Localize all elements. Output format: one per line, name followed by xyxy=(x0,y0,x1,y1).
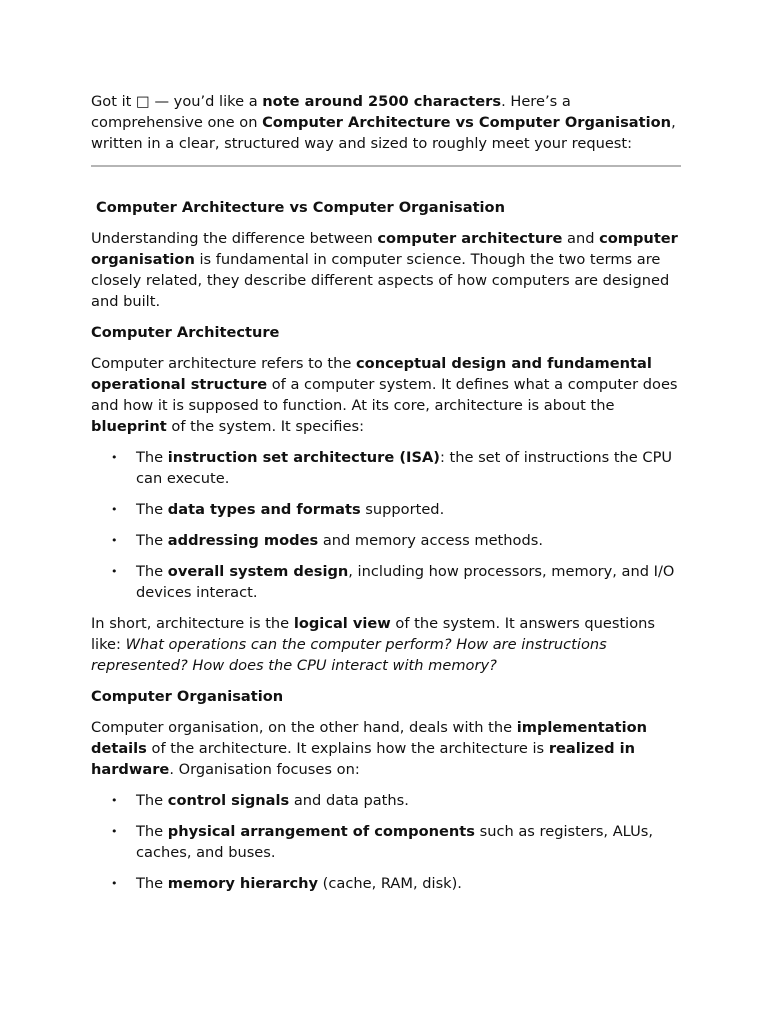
organisation-text: Computer organisation, on the other hand, deals with the xyxy=(91,719,517,736)
list-item-text: , including how processors, memory, and I/O devices interact. xyxy=(136,563,675,601)
organisation-text: . Organisation focuses on: xyxy=(169,761,360,778)
section-heading-organisation: Computer Organisation xyxy=(91,688,284,705)
architecture-summary xyxy=(91,613,681,676)
list-item-text: The xyxy=(136,875,168,892)
overview-text: and xyxy=(562,230,600,247)
bullet-icon: • xyxy=(111,794,118,807)
list-item-text: The xyxy=(136,792,168,809)
list-item xyxy=(91,499,681,520)
bullet-icon: • xyxy=(111,534,118,547)
list-item-bold: memory hierarchy xyxy=(167,875,319,892)
section-heading-architecture: Computer Architecture xyxy=(91,324,280,341)
organisation-paragraph xyxy=(91,717,681,780)
list-item-text: The xyxy=(136,563,168,580)
architecture-text: of the system. It specifies: xyxy=(166,418,365,435)
overview-paragraph xyxy=(91,228,681,312)
overview-bold: computer architecture xyxy=(377,230,563,247)
architecture-text: of a computer system. It defines what a computer does and how it is supposed to function. At its core, architecture is about the xyxy=(91,376,678,414)
list-item-bold: physical arrangement of components xyxy=(167,823,475,840)
architecture-bold: conceptual design and fundamental operational structure xyxy=(91,355,652,393)
architecture-text: Computer architecture refers to the xyxy=(91,355,357,372)
overview-text: is fundamental in computer science. Though the two terms are closely related, they describe different aspects of how computers are designed and built. xyxy=(91,251,670,310)
intro-text: . Here’s a comprehensive one on xyxy=(91,93,571,131)
list-item-text: : the set of instructions the CPU can execute. xyxy=(136,449,673,487)
list-item-text: such as registers, ALUs, caches, and buses. xyxy=(136,823,654,861)
list-item xyxy=(91,530,681,551)
document-content xyxy=(91,91,681,904)
list-item-bold: addressing modes xyxy=(167,532,319,549)
list-item-text: The xyxy=(136,823,168,840)
organisation-list xyxy=(91,790,681,894)
bullet-icon: • xyxy=(111,451,118,464)
list-item-text: The xyxy=(136,501,168,518)
horizontal-rule xyxy=(91,165,681,167)
intro-text: — you’d like a xyxy=(149,93,263,110)
list-item-bold: data types and formats xyxy=(167,501,361,518)
summary-text: In short, architecture is the xyxy=(91,615,294,632)
summary-italic: What operations can the computer perform? How are instructions represented? How does the CPU interact with memory? xyxy=(91,636,607,674)
summary-text: of the system. It answers questions like: xyxy=(91,615,656,653)
intro-bold: Computer Architecture vs Computer Organisation xyxy=(262,114,672,131)
list-item-text: The xyxy=(136,449,168,466)
list-item-text: (cache, RAM, disk). xyxy=(318,875,462,892)
list-item-bold: instruction set architecture (ISA) xyxy=(167,449,440,466)
intro-bold: note around 2500 characters xyxy=(262,93,502,110)
list-item xyxy=(91,873,681,894)
overview-text: Understanding the difference between xyxy=(91,230,378,247)
list-item-text: and memory access methods. xyxy=(318,532,543,549)
list-item-bold: overall system design xyxy=(167,563,349,580)
list-item-text: and data paths. xyxy=(289,792,409,809)
organisation-bold: implementation details xyxy=(91,719,648,757)
organisation-text: of the architecture. It explains how the architecture is xyxy=(146,740,549,757)
bullet-icon: • xyxy=(111,825,118,838)
overview-bold: computer organisation xyxy=(91,230,678,268)
intro-paragraph xyxy=(91,91,681,154)
document-title: Computer Architecture vs Computer Organisation xyxy=(96,199,505,216)
list-item xyxy=(91,561,681,603)
bullet-icon: • xyxy=(111,877,118,890)
organisation-bold: realized in hardware xyxy=(91,740,636,778)
list-item xyxy=(91,790,681,811)
architecture-list xyxy=(91,447,681,603)
summary-bold: logical view xyxy=(293,615,391,632)
bullet-icon: • xyxy=(111,503,118,516)
architecture-bold: blueprint xyxy=(91,418,167,435)
emoji-placeholder: □ xyxy=(136,93,150,110)
list-item xyxy=(91,447,681,489)
list-item-text: supported. xyxy=(360,501,445,518)
list-item-text: The xyxy=(136,532,168,549)
bullet-icon: • xyxy=(111,565,118,578)
intro-text: , written in a clear, structured way and sized to roughly meet your request: xyxy=(91,114,676,152)
list-item xyxy=(91,821,681,863)
architecture-paragraph xyxy=(91,353,681,437)
list-item-bold: control signals xyxy=(167,792,290,809)
intro-text: Got it xyxy=(91,93,137,110)
